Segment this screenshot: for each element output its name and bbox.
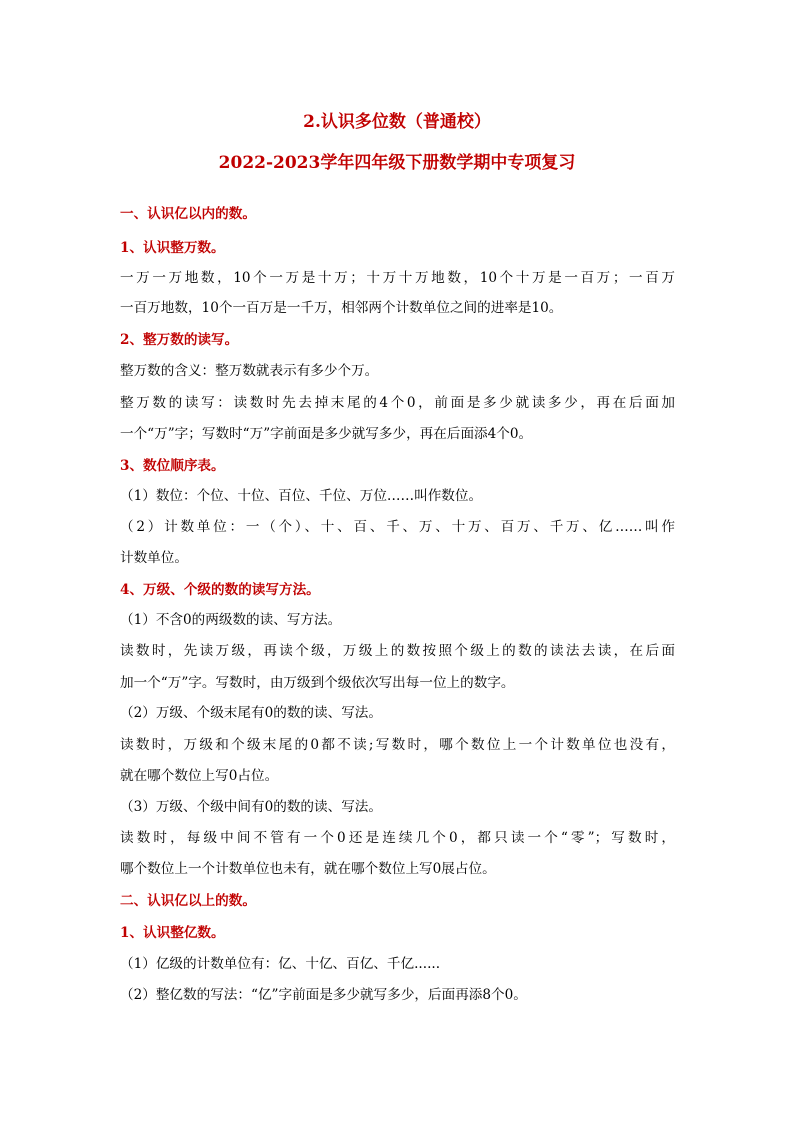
body-line: 读数时，先读万级，再读个级，万级上的数按照个级上的数的读法去读，在后面	[120, 643, 675, 659]
body-line: 就在哪个数位上写0占位。	[120, 768, 279, 784]
document-subtitle: 2022-2023学年四年级下册数学期中专项复习	[218, 153, 576, 173]
body-line: 整万数的含义：整万数就表示有多少个万。	[120, 363, 379, 379]
body-line: 一个“万”字；写数时“万”字前面是多少就写多少，再在后面添4个0。	[120, 426, 533, 442]
body-line: 整万数的读写：读数时先去掉末尾的4个0，前面是多少就读多少，再在后面加	[120, 395, 675, 411]
body-line: （3）万级、个级中间有0的数的读、写法。	[120, 799, 382, 815]
body-line: （1）亿级的计数单位有：亿、十亿、百亿、千亿......	[120, 956, 441, 972]
body-line: （1）数位：个位、十位、百位、千位、万位……叫作数位。	[120, 488, 483, 504]
section-heading: 二、认识亿以上的数。	[120, 893, 256, 909]
body-line: （2）整亿数的写法：“亿”字前面是多少就写多少，后面再添8个0。	[120, 987, 527, 1003]
body-line: 读数时，每级中间不管有一个0还是连续几个0，都只读一个“零”；写数时，	[120, 830, 675, 846]
subsection-heading: 4、万级、个级的数的读写方法。	[120, 582, 320, 598]
document-title: 2.认识多位数（普通校）	[303, 112, 491, 132]
body-line: （2）万级、个级末尾有0的数的读、写法。	[120, 705, 382, 721]
subsection-heading: 3、数位顺序表。	[120, 458, 225, 474]
body-line: 计数单位。	[120, 550, 188, 566]
subsection-heading: 2、整万数的读写。	[120, 332, 239, 348]
body-line: 一百万地数，10个一百万是一千万，相邻两个计数单位之间的进率是10。	[120, 300, 563, 316]
body-line: 读数时，万级和个级末尾的0都不读;写数时，哪个数位上一个计数单位也没有，	[120, 737, 675, 753]
subsection-heading: 1、认识整亿数。	[120, 925, 225, 941]
body-line: （1）不含0的两级数的读、写方法。	[120, 612, 342, 628]
body-line: （2）计数单位：一（个）、十、百、千、万、十万、百万、千万、亿……叫作	[120, 519, 675, 535]
body-line: 哪个数位上一个计数单位也未有，就在哪个数位上写0展占位。	[120, 861, 496, 877]
section-heading: 一、认识亿以内的数。	[120, 206, 256, 222]
body-line: 一万一万地数，10个一万是十万；十万十万地数，10个十万是一百万；一百万	[120, 270, 675, 286]
body-line: 加一个“万”字。写数时，由万级到个级依次写出每一位上的数字。	[120, 675, 515, 691]
subsection-heading: 1、认识整万数。	[120, 240, 225, 256]
